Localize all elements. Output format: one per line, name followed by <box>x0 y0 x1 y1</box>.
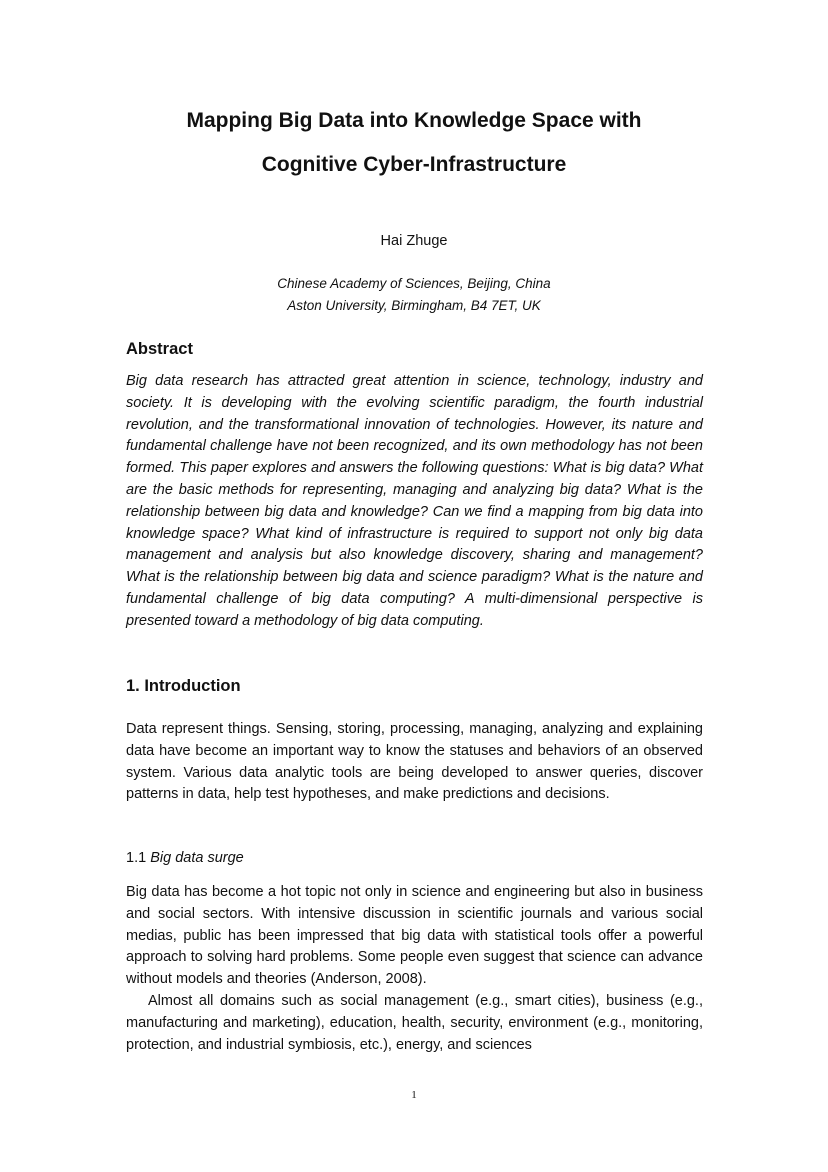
subsection-heading <box>126 850 244 866</box>
paper-title-line-2: Cognitive Cyber-Infrastructure <box>261 153 567 176</box>
introduction-heading: 1. Introduction <box>126 677 241 695</box>
subsection-paragraph-1: Big data has become a hot topic not only in science and engineering but also in business and social sectors. With intensive discussion in scientific journals and various social medias, public has been impressed that big data with statistical tools offer a powerful approach to solving hard problems. Some people even suggest that science can advance without models and theories (Anderson, 2008). <box>126 884 703 988</box>
subsection-paragraph-2: Almost all domains such as social management (e.g., smart cities), business (e.g., manufacturing and marketing), education, health, security, environment (e.g., monitoring, protection, and industrial symbiosis, etc.), energy, and sciences <box>126 993 703 1053</box>
author-name: Hai Zhuge <box>380 233 448 249</box>
affiliation-2: Aston University, Birmingham, B4 7ET, UK <box>287 298 541 313</box>
abstract-text: Big data research has attracted great attention in science, technology, industry and society. It is developing with the evolving scientific paradigm, the fourth industrial revolution, and the transformational innovation of technologies. However, its nature and fundamental challenge have not been recognized, and its own methodology has not been formed. This paper explores and answers the following questions: What is big data? What are the basic methods for representing, managing and analyzing big data? What is the relationship between big data and knowledge? Can we find a mapping from big data into knowledge space? What kind of infrastructure is required to support not only big data management and analysis but also knowledge discovery, sharing and management? What is the relationship between big data and science paradigm? What is the nature and fundamental challenge of big data computing? A multi-dimensional perspective is presented toward a methodology of big data computing. <box>126 373 703 629</box>
introduction-text: Data represent things. Sensing, storing, processing, managing, analyzing and explaining data have become an important way to know the statuses and behaviors of an observed system. Various data analytic tools are being developed to answer queries, discover patterns in data, help test hypotheses, and make predictions and decisions. <box>126 721 703 803</box>
subsection-number: 1.1 <box>126 850 147 866</box>
page-number: 1 <box>411 1089 417 1101</box>
affiliation-1: Chinese Academy of Sciences, Beijing, China <box>277 276 551 291</box>
abstract-heading: Abstract <box>126 340 193 358</box>
subsection-title: Big data surge <box>150 850 244 866</box>
paper-title-line-1: Mapping Big Data into Knowledge Space with <box>186 109 642 132</box>
